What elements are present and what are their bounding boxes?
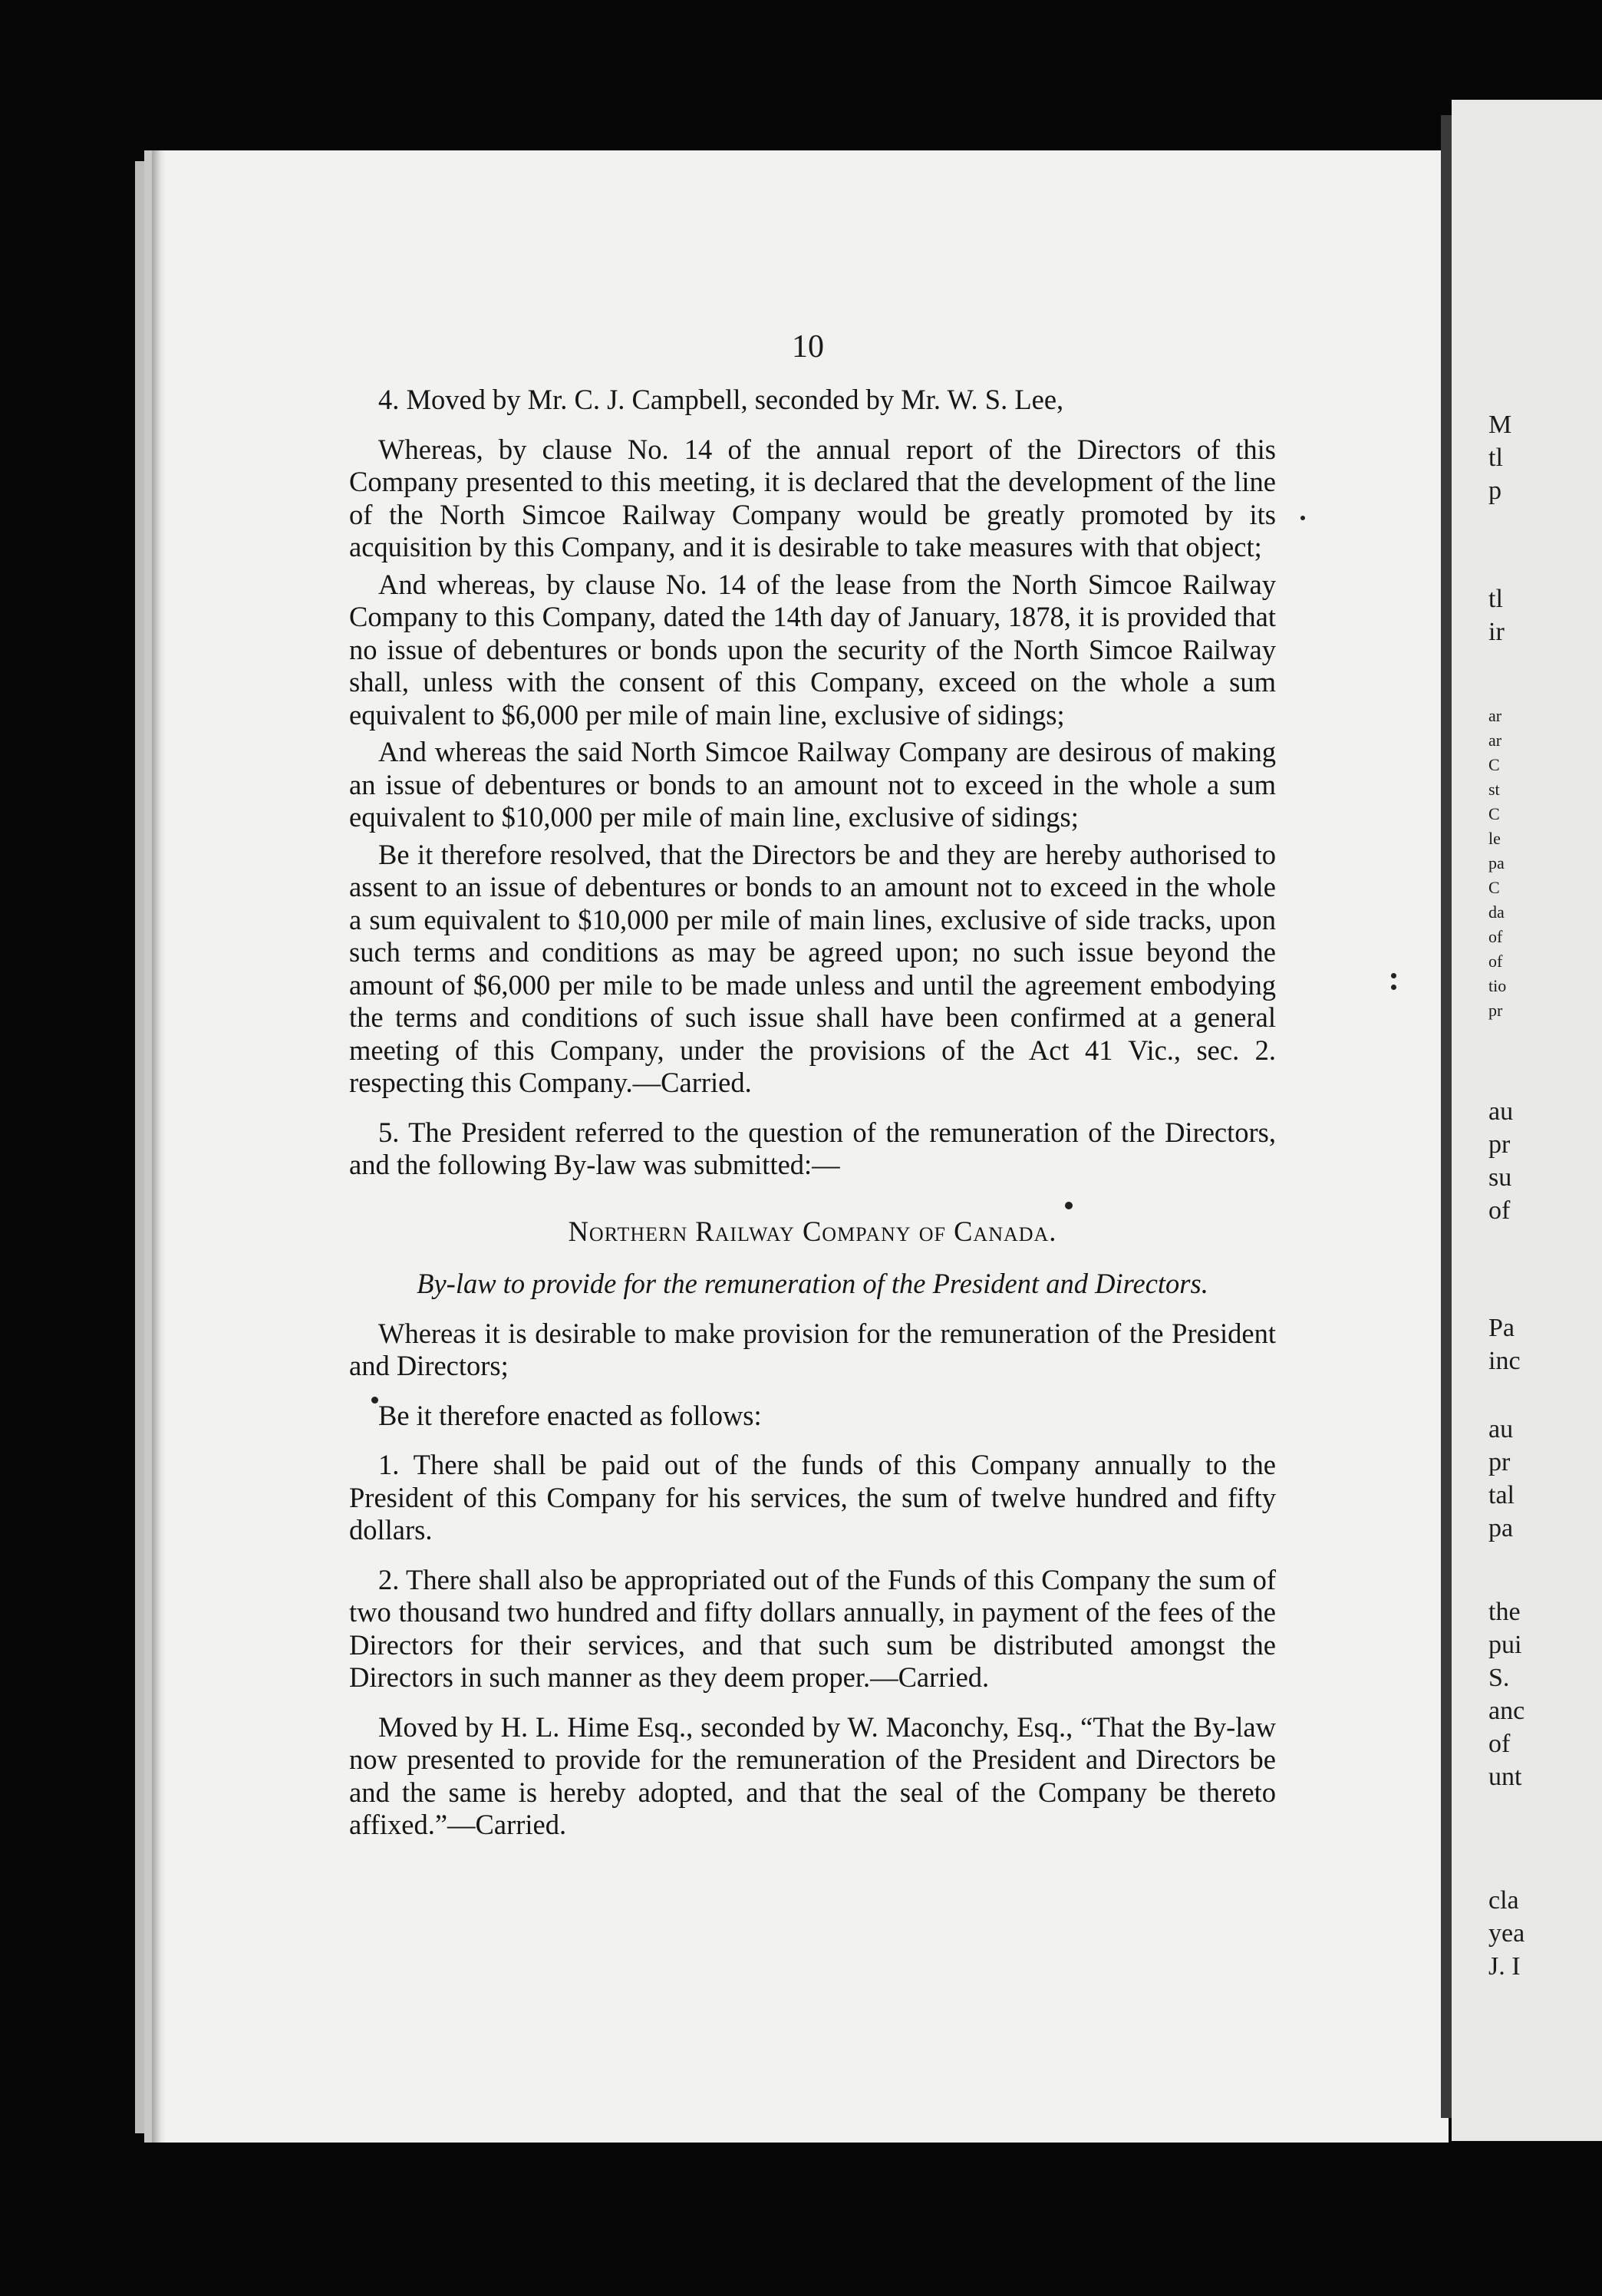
facing-fragment: of [1488,1730,1511,1758]
facing-fragment: C [1488,804,1500,823]
facing-fragment: st [1488,780,1500,799]
facing-fragment: ar [1488,706,1502,725]
facing-fragment: unt [1488,1763,1522,1791]
facing-fragment: Pa [1488,1314,1515,1342]
facing-fragment: le [1488,829,1501,848]
facing-fragment: ir [1488,618,1505,646]
page-body [349,384,1276,1842]
facing-fragment: M [1488,411,1512,439]
ink-speck [1391,973,1396,978]
facing-fragment: S. [1488,1664,1510,1692]
facing-fragment: pr [1488,1001,1503,1020]
bylaw-title: Northern Railway Company of Canada. [568,1215,1057,1247]
facing-fragment: tio [1488,976,1507,995]
book-gutter [1441,115,1452,2118]
facing-fragment: pui [1488,1631,1522,1659]
facing-fragment: of [1488,927,1503,946]
paragraph: And whereas, by clause No. 14 of the lease from the North Simcoe Railway Company to this Company, dated the 14th day of January, 1878, it is provided that no issue of debentures or bonds upon the security of the North Simcoe Railway shall, unless with the consent of this Company, exceed on the whole a sum equivalent to $6,000 per mile of main line, exclusive of sidings; [349,568,1276,731]
facing-fragment: inc [1488,1347,1521,1375]
final-motion: Moved by H. L. Hime Esq., seconded by W. Maconchy, Esq., “That the By-law now presented to provide for the remuneration of the President and Directors be and the same is hereby adopted, and that the seal of the Company be thereto affixed.”—Carried. [349,1710,1276,1840]
paragraph: Be it therefore enacted as follows: [378,1399,762,1431]
bylaw-subtitle: By-law to provide for the remuneration of the President and Directors. [417,1268,1208,1299]
facing-fragment: tl [1488,585,1503,613]
facing-fragment: au [1488,1097,1514,1126]
paragraph: Whereas it is desirable to make provision for the remuneration of the President and Directors; [349,1317,1276,1381]
facing-fragment: pa [1488,853,1505,873]
facing-fragment: cla [1488,1886,1519,1915]
paragraph: And whereas the said North Simcoe Railway Company are desirous of making an issue of debentures or bonds to an amount not to exceed in the whole a sum equivalent to $10,000 per mile of main line, exclusive of sidings; [349,736,1276,833]
facing-fragment: pa [1488,1514,1514,1542]
facing-fragment: J. I [1488,1952,1521,1981]
ink-speck [1065,1202,1073,1209]
facing-fragment: da [1488,902,1505,922]
ink-speck [371,1397,378,1404]
facing-fragment: tal [1488,1481,1515,1509]
facing-fragment: C [1488,755,1500,774]
ink-speck [1391,985,1396,990]
facing-fragment: C [1488,878,1500,897]
facing-fragment: ar [1488,731,1502,750]
page-number: 10 [792,329,824,365]
facing-fragment: of [1488,1196,1511,1225]
facing-fragment: su [1488,1163,1512,1192]
paragraph: Be it therefore resolved, that the Directors be and they are hereby authorised to assent to an issue of debentures or bonds to an amount not to exceed in the whole a sum equivalent to $10,000 per mile of main lines, exclusive of side tracks, upon such terms and conditions as may be agreed upon; no such issue beyond the amount of $6,000 per mile to be made unless and until the agreement embodying the terms and conditions of such issue shall have been confirmed at a general meeting of this Company, under the provisions of the Act 41 Vic., sec. 2. respecting this Company.—Carried. [349,838,1276,1098]
motion-4-heading: 4. Moved by Mr. C. J. Campbell, seconded by Mr. W. S. Lee, [378,384,1064,415]
motion-5-paragraph: 5. The President referred to the question of the remuneration of the Directors, and the following By-law was submitted:— [349,1116,1276,1180]
facing-fragment: p [1488,477,1501,505]
bylaw-clause-2: 2. There shall also be appropriated out of the Funds of this Company the sum of two thousand two hundred and fifty dollars annually, in payment of the fees of the Directors for their services, and that such sum be distributed amongst the Directors in such manner as they deem proper.—Carried. [349,1563,1276,1693]
bylaw-clause-1: 1. There shall be paid out of the funds of this Company annually to the President of this Company for his services, the sum of twelve hundred and fifty dollars. [349,1449,1276,1546]
facing-fragment: pr [1488,1130,1511,1159]
facing-fragment: au [1488,1415,1514,1443]
paragraph: Whereas, by clause No. 14 of the annual report of the Directors of this Company presented to this meeting, it is declared that the development of the line of the North Simcoe Railway Company would be greatly promoted by its acquisition by this Company, and it is desirable to take measures with that object; [349,433,1276,562]
facing-fragment: of [1488,952,1503,971]
ink-speck [1300,516,1305,520]
facing-fragment: pr [1488,1448,1511,1476]
facing-fragment: anc [1488,1697,1525,1725]
facing-fragment: yea [1488,1919,1525,1948]
facing-fragment: tl [1488,444,1503,472]
facing-page [1452,100,1602,2141]
facing-fragment: the [1488,1598,1521,1626]
